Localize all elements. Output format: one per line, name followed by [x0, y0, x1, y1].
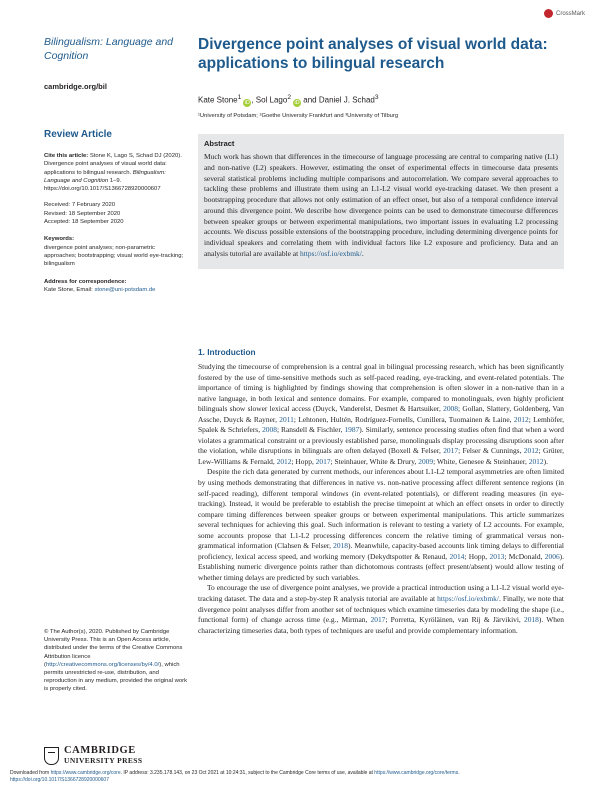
citation-link[interactable]: 2018: [523, 615, 539, 625]
paragraph-text: . Finally, we note that divergence point analyses differ from another set of techniques which examine timeseries data by modeling the shape (i.e., functional form) of change across time (e.g., Mirman,: [198, 594, 564, 625]
journal-name: Bilingualism: Language and Cognition: [44, 36, 174, 62]
orcid-icon[interactable]: iD: [294, 99, 300, 106]
sidebar: [44, 36, 184, 294]
paragraph: [198, 467, 564, 583]
revised-date: Revised: 18 September 2020: [44, 210, 121, 217]
author-2: Sol Lago: [255, 95, 288, 105]
citation-link[interactable]: 2008: [443, 404, 458, 414]
cambridge-logo: [44, 746, 142, 765]
footer-doi-link[interactable]: https://doi.org/10.1017/S1366728920000607: [10, 777, 109, 783]
publisher-line-2: UNIVERSITY PRESS: [64, 755, 143, 765]
paragraph-text: Studying the timecourse of comprehension is a central goal in bilingual processing research, which has been significantly fostered by the use of time-sensitive methods such as self-paced reading, eye-tracking, and event-related potentials. The importance of timing is highlighted by findings showing that comprehension is often slower in a non-native than in a native language, in both lexical and sentence domains. For example, compared to monolinguals, even highly proficient bilinguals show slower lexical access (Duyck, Vanderelst, Desmet & Hartsuiker,: [198, 362, 564, 414]
paragraph-text: ; Ransdell & Fischler,: [276, 425, 345, 435]
received-date: Received: 7 February 2020: [44, 202, 116, 209]
affiliations: ¹University of Potsdam; ²Goethe University Frankfurt and ³University of Tilburg: [198, 113, 399, 119]
paragraph-text: ; Felser & Cunnings,: [458, 446, 524, 456]
abstract-box: [198, 134, 564, 269]
paragraph-text: ; Lehtonen, Hultén, Rodríguez-Fornells, Cunillera, Tuomainen & Laine,: [293, 414, 514, 424]
cite-pages: 1–9.: [109, 177, 122, 184]
abstract-end: .: [361, 248, 364, 258]
cite-text: Stone K, Lago S, Schad DJ (2020). Divergence point analyses of visual world data: applications to bilingual research.: [44, 153, 182, 176]
citation-link[interactable]: 2008: [262, 425, 277, 435]
cite-block: [44, 152, 184, 193]
publisher-line-1: CAMBRIDGE: [64, 745, 136, 756]
accepted-date: Accepted: 18 September 2020: [44, 219, 124, 226]
citation-link[interactable]: 2012: [523, 446, 539, 456]
publisher-name: [64, 746, 142, 765]
paragraph: [198, 362, 564, 467]
citation-link[interactable]: 1987: [344, 425, 360, 435]
author-1-affil: 1: [237, 94, 242, 101]
body-text: [198, 362, 564, 636]
paragraph-text: ; Steinhauer, White & Drury,: [330, 456, 419, 466]
paragraph-text: ). When characterizing timeseries data, both types of techniques are useful and provide complementary information.: [198, 615, 564, 635]
author-3-affil: 3: [374, 94, 379, 101]
license-text-2: ), which permits unrestricted re-use, distribution, and reproduction in any medium, provided the original work is properly cited.: [44, 661, 188, 693]
paragraph: [198, 583, 564, 636]
paragraph-text: ; Porretta, Kyröläinen, van Rij & Järvikivi,: [385, 615, 524, 625]
paragraph-text: Despite the rich data generated by current methods, our inferences about L1-L2 temporal asymmetries are often limited by using methods demonstrating that differences in native vs. non-native processing affect different sentence regions (in self-paced reading), different temporal windows (in event-related potentials), or different reading measures (in eye-tracking). Instead, it would be preferable to establish the precise timepoint at which an effect onsets in order to directly compare timing differences between speaker groups or between experimental manipulations. This article summarizes several techniques for achieving this goal. Such information is relevant to testing a variety of L2 accounts. For example, some accounts propose that L1-L2 processing differences concern the relative timing of grammatical versus non-grammatical information (Clahsen & Felser,: [198, 467, 564, 551]
footer-text-2: . IP address: 3.235.178.143, on 23 Oct 2021 at 10:24:31, subject to the Cambridge Core terms of use, available at: [120, 770, 375, 776]
article-dates: [44, 201, 184, 226]
correspondence-heading: Address for correspondence:: [44, 278, 127, 285]
paragraph-text: ; Gollan, Slattery, Goldenberg, Van Assche, Duyck & Rayner,: [198, 404, 564, 424]
citation-link[interactable]: 2012: [528, 456, 544, 466]
crossmark-label: CrossMark: [555, 10, 585, 17]
author-2-affil: 2: [287, 94, 292, 101]
orcid-icon[interactable]: iD: [244, 99, 250, 106]
correspondence-email[interactable]: stone@uni-potsdam.de: [94, 286, 156, 293]
paragraph-text: ; Hopp,: [464, 551, 490, 561]
paragraph-text: ). Meanwhile, capacity-based accounts link timing delays to differential proficiency, lexical access speed, and working memory (Dekydtspotter & Renaud,: [198, 541, 564, 561]
paragraph-text: ). Similarly, sentence processing studies often find that when a word violates a grammatical constraint or a previously established parse, monolinguals display processing disruptions soon after the violation, while disruptions in bilinguals are often delayed (Boxell & Felser,: [198, 425, 564, 456]
citation-link[interactable]: 2017: [315, 456, 331, 466]
citation-link[interactable]: 2014: [449, 551, 465, 561]
citation-link[interactable]: 2011: [279, 414, 294, 424]
paragraph-text: ; Grüter, Lew-Williams & Fernald,: [198, 446, 564, 466]
paragraph-text: ; Hopp,: [291, 456, 316, 466]
abstract-link[interactable]: https://osf.io/exbmk/: [300, 248, 362, 258]
download-footer: [10, 770, 590, 784]
cite-label: Cite this article:: [44, 153, 89, 159]
citation-link[interactable]: 2017: [370, 615, 386, 625]
cite-doi[interactable]: https://doi.org/10.1017/S1366728920000607: [44, 186, 161, 193]
crossmark-logo[interactable]: [544, 9, 585, 18]
author-3: and Daniel J. Schad: [303, 95, 375, 105]
license-text-1: © The Author(s), 2020. Published by Cambridge University Press. This is an Open Access article, distributed under the terms of the Creative Commons Attribution licence (: [44, 629, 183, 668]
paragraph-text: ).: [543, 456, 548, 466]
paragraph-text: ; McDonald,: [504, 551, 545, 561]
abstract-heading: Abstract: [204, 139, 235, 148]
paragraph-text: ; White, Genesee & Steinhauer,: [433, 456, 529, 466]
correspondence-line: [44, 286, 184, 294]
author-1: Kate Stone: [198, 95, 238, 105]
cite-journal: Bilingualism: Language and Cognition: [44, 169, 166, 184]
crossmark-icon: [544, 9, 553, 18]
citation-link[interactable]: 2018: [333, 541, 349, 551]
paragraph-text: ). Establishing numeric divergence points rather than dichotomous contrasts (effect present/absent) would allow testing of whether timing delays are predicted by such variables.: [198, 551, 564, 582]
footer-link-terms[interactable]: https://www.cambridge.org/core/terms: [374, 770, 459, 776]
correspondence-block: [44, 278, 184, 295]
keywords-heading: Keywords:: [44, 236, 75, 243]
shield-icon: [44, 747, 59, 765]
citation-link[interactable]: https://osf.io/exbmk/: [437, 594, 499, 604]
section-heading: 1. Introduction: [198, 347, 256, 357]
citation-link[interactable]: 2009: [418, 456, 434, 466]
footer-text-3: .: [458, 770, 460, 776]
correspondence-name: Kate Stone, Email:: [44, 286, 93, 293]
article-title: Divergence point analyses of visual world data: applications to bilingual research: [198, 36, 548, 72]
abstract-text: [204, 152, 558, 260]
license-notice: [44, 628, 189, 694]
abstract-body: Much work has shown that differences in the timecourse of language processing are central to comparing native (L1) and non-native (L2) speakers. However, estimating the onset of experimental effects in timecourse data presents several statistical problems including multiple comparisons and autocorrelation. We compare several approaches to tackling these problems and illustrate them using an L1-L2 visual world eye-tracking dataset. We then present a bootstrapping procedure that allows not only estimation of an effect onset, but also of a temporal confidence interval around this divergence point. We describe how divergence points can be used to demonstrate timecourse differences between speaker groups or between experimental manipulations, two important issues in evaluating L2 processing accounts. We discuss possible extensions of the bootstrapping procedure, including determining divergence points for individual speakers and correlating them with individual factors like L2 exposure and proficiency. Data and an analysis tutorial are available at: [204, 152, 558, 258]
citation-link[interactable]: 2012: [276, 456, 292, 466]
footer-link-core[interactable]: https://www.cambridge.org/core: [50, 770, 121, 776]
citation-link[interactable]: 2012: [513, 414, 529, 424]
footer-text-1: Downloaded from: [10, 770, 51, 776]
author-list: Kate Stone$^1$iD, Sol Lago$^2$iD and Daniel J. Schad$^3$: [198, 94, 379, 106]
paragraph-text: ; Lemhöfer, Spalek & Schriefers,: [198, 414, 565, 435]
journal-url[interactable]: cambridge.org/bil: [44, 82, 107, 91]
citation-link[interactable]: 2013: [489, 551, 505, 561]
citation-link[interactable]: 2006: [544, 551, 560, 561]
license-link[interactable]: http://creativecommons.org/licenses/by/4.0/: [45, 661, 160, 668]
citation-link[interactable]: 2017: [443, 446, 459, 456]
article-type: Review Article: [44, 129, 112, 140]
paragraph-text: To encourage the use of divergence point analyses, we provide a practical introduction using a L1-L2 visual world eye-tracking dataset. The data and a step-by-step R analysis tutorial are available at: [198, 583, 564, 604]
keywords-block: [44, 235, 184, 268]
keywords-list: divergence point analyses; non-parametric approaches; bootstrapping; visual world eye-tracking; bilingualism: [44, 244, 184, 268]
